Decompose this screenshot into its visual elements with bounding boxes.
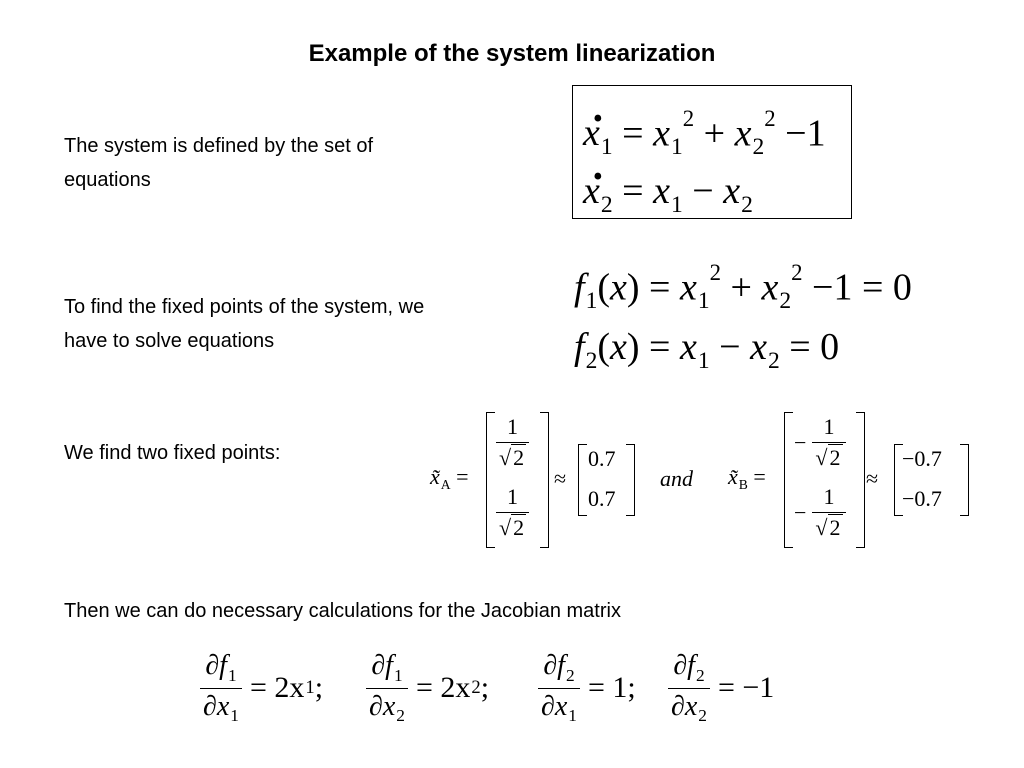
intro-text-line1: The system is defined by the set of: [64, 135, 374, 157]
left-bracket: [578, 444, 587, 516]
partial-df2-dx1: $\frac{\partial f_2}{\partial x_1}$ = 1;: [538, 650, 636, 726]
point-B-entry-2: − $\frac{1}{√2}$: [794, 484, 846, 541]
fixed-equation-1: $f_1(x) = x_1^2 + x_2^2 -1 = 0$: [574, 260, 912, 315]
page-title: Example of the system linearization: [308, 40, 716, 67]
two-fixed-points-text: We find two fixed points:: [64, 442, 281, 464]
approx-B-2: −0.7: [902, 486, 942, 511]
approx-A-1: 0.7: [588, 446, 616, 471]
partial-df1-dx1: $\frac{\partial f_1}{\partial x_1}$ = 2x 1 ;: [200, 650, 323, 726]
fixed-points-text-line2: have to solve equations: [64, 330, 275, 352]
approx-sign: ≈: [554, 466, 567, 491]
system-equation-2: . $x_2 = x_1 - x_2$: [583, 172, 753, 218]
point-A-entry-2: $\frac{1}{√2}$: [496, 484, 529, 541]
eq1-constant: −1: [785, 112, 826, 155]
f2-rhs: = 0: [789, 326, 840, 368]
right-bracket: [540, 412, 549, 548]
left-bracket: [486, 412, 495, 548]
left-bracket: [784, 412, 793, 548]
fixed-points-text: [64, 290, 424, 358]
point-B-entry-1: − $\frac{1}{√2}$: [794, 414, 846, 471]
point-A-entry-1: $\frac{1}{√2}$: [496, 414, 529, 471]
system-equation-1: . $x_1 = x_1^2 + x_2^2 -1$: [583, 108, 826, 160]
jacobian-text: Then we can do necessary calculations for the Jacobian matrix: [64, 600, 621, 622]
partial-df1-dx2: $\frac{\partial f_1}{\partial x_2}$ = 2x 2 ;: [366, 650, 489, 726]
eq2-operator: −: [692, 170, 714, 212]
right-bracket: [856, 412, 865, 548]
approx-sign: ≈: [866, 466, 879, 491]
and-word: and: [660, 466, 693, 491]
point-A-label: $x̃_A$ =: [430, 464, 469, 493]
partial-df2-dx2: $\frac{\partial f_2}{\partial x_2}$ = −1: [668, 650, 774, 726]
approx-A-2: 0.7: [588, 486, 616, 511]
system-equations-box: [572, 85, 852, 219]
right-bracket: [626, 444, 635, 516]
fixed-points-text-line1: To find the fixed points of the system, we: [64, 296, 425, 318]
intro-text-line2: equations: [64, 169, 151, 191]
approx-B-1: −0.7: [902, 446, 942, 471]
fixed-equation-2: $f_2(x) = x_1 - x_2 = 0$: [574, 326, 840, 374]
point-B-label: $x̃_B$ =: [728, 464, 766, 493]
right-bracket: [960, 444, 969, 516]
intro-text: [64, 129, 373, 197]
f1-rhs: −1 = 0: [812, 266, 912, 309]
